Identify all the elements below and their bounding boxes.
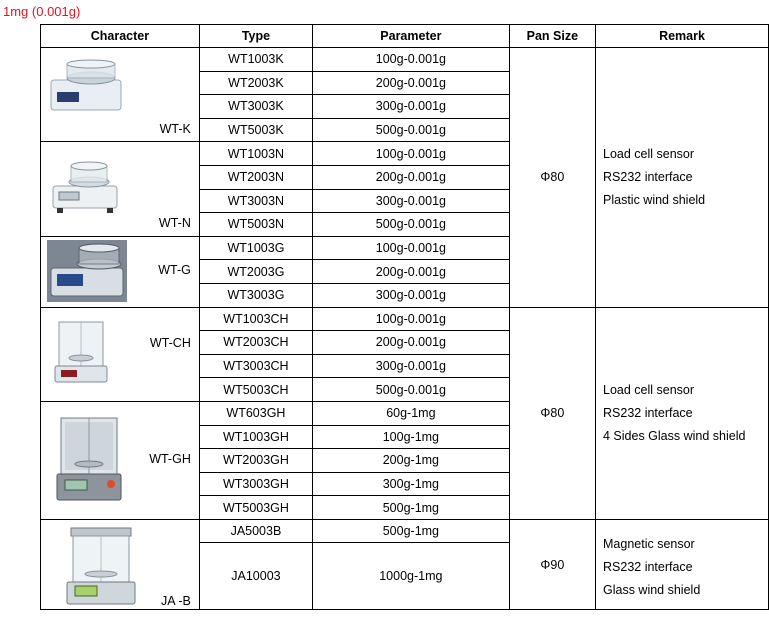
parameter-cell: 1000g-1mg: [313, 543, 510, 610]
type-cell: WT2003K: [199, 71, 312, 95]
parameter-cell: 200g-0.001g: [313, 165, 510, 189]
character-cell-wt-k: [41, 48, 200, 142]
parameter-cell: 500g-0.001g: [313, 378, 510, 402]
header-character: Character: [41, 25, 200, 48]
balance-image: [63, 524, 139, 608]
character-cell-wt-gh: [41, 401, 200, 519]
balance-image: [47, 158, 125, 218]
remark-cell: [596, 48, 769, 308]
type-cell: WT3003K: [199, 95, 312, 119]
table-row: [41, 519, 769, 543]
remark-cell: [596, 307, 769, 519]
type-cell: WT5003CH: [199, 378, 312, 402]
product-spec-table: [40, 24, 769, 610]
remark-line: RS232 interface: [603, 405, 693, 420]
parameter-cell: 300g-0.001g: [313, 189, 510, 213]
header-parameter: Parameter: [313, 25, 510, 48]
character-label: WT-N: [158, 216, 191, 231]
type-cell: WT1003G: [199, 236, 312, 260]
parameter-cell: 200g-0.001g: [313, 260, 510, 284]
header-remark: Remark: [596, 25, 769, 48]
pan-size-cell: Φ80: [509, 48, 595, 308]
parameter-cell: 500g-1mg: [313, 496, 510, 520]
balance-image: [55, 414, 123, 504]
character-label: WT-K: [159, 122, 191, 136]
parameter-cell: 300g-1mg: [313, 472, 510, 496]
parameter-cell: 500g-0.001g: [313, 213, 510, 237]
type-cell: JA5003B: [199, 519, 312, 543]
parameter-cell: 300g-0.001g: [313, 95, 510, 119]
parameter-cell: 300g-0.001g: [313, 283, 510, 307]
remark-line: Magnetic sensor: [603, 537, 695, 552]
remark-line: Load cell sensor: [603, 146, 695, 161]
remark-line: RS232 interface: [603, 560, 693, 575]
type-cell: WT2003CH: [199, 331, 312, 355]
parameter-cell: 100g-0.001g: [313, 236, 510, 260]
type-cell: WT3003G: [199, 283, 312, 307]
parameter-cell: 300g-0.001g: [313, 354, 510, 378]
parameter-cell: 500g-0.001g: [313, 118, 510, 142]
parameter-cell: 100g-0.001g: [313, 307, 510, 331]
remark-line: Load cell sensor: [603, 382, 695, 397]
type-cell: WT1003GH: [199, 425, 312, 449]
remark-line: Plastic wind shield: [603, 192, 706, 207]
parameter-cell: 200g-1mg: [313, 449, 510, 473]
type-cell: WT1003N: [199, 142, 312, 166]
type-cell: JA10003: [199, 543, 312, 610]
header-type: Type: [199, 25, 312, 48]
parameter-cell: 200g-0.001g: [313, 331, 510, 355]
section-heading: 1mg (0.001g): [3, 4, 81, 19]
character-label: WT-GH: [149, 451, 191, 466]
character-cell-wt-g: [41, 236, 200, 307]
parameter-cell: 500g-1mg: [313, 519, 510, 543]
balance-image: [47, 240, 127, 302]
remark-line: 4 Sides Glass wind shield: [603, 428, 746, 443]
type-cell: WT3003GH: [199, 472, 312, 496]
parameter-cell: 100g-1mg: [313, 425, 510, 449]
table-header-row: [41, 25, 769, 48]
remark-line: RS232 interface: [603, 169, 693, 184]
character-cell-wt-n: [41, 142, 200, 236]
character-label: WT-G: [158, 262, 191, 277]
type-cell: WT5003K: [199, 118, 312, 142]
type-cell: WT3003N: [199, 189, 312, 213]
balance-image: [47, 58, 125, 114]
character-cell-wt-ch: [41, 307, 200, 401]
type-cell: WT1003K: [199, 48, 312, 72]
parameter-cell: 60g-1mg: [313, 401, 510, 425]
pan-size-cell: Φ90: [509, 519, 595, 610]
parameter-cell: 100g-0.001g: [313, 48, 510, 72]
type-cell: WT2003G: [199, 260, 312, 284]
type-cell: WT603GH: [199, 401, 312, 425]
character-label: WT-CH: [149, 335, 191, 350]
type-cell: WT2003GH: [199, 449, 312, 473]
parameter-cell: 100g-0.001g: [313, 142, 510, 166]
parameter-cell: 200g-0.001g: [313, 71, 510, 95]
header-pan-size: Pan Size: [509, 25, 595, 48]
character-label: JA -B: [160, 593, 191, 608]
character-cell-ja-b: [41, 519, 200, 610]
type-cell: WT3003CH: [199, 354, 312, 378]
table-row: [41, 307, 769, 331]
pan-size-cell: Φ80: [509, 307, 595, 519]
table-row: [41, 48, 769, 72]
remark-line: Glass wind shield: [603, 583, 701, 598]
type-cell: WT2003N: [199, 165, 312, 189]
type-cell: WT1003CH: [199, 307, 312, 331]
remark-cell: [596, 519, 769, 610]
type-cell: WT5003N: [199, 213, 312, 237]
balance-image: [51, 318, 111, 386]
type-cell: WT5003GH: [199, 496, 312, 520]
